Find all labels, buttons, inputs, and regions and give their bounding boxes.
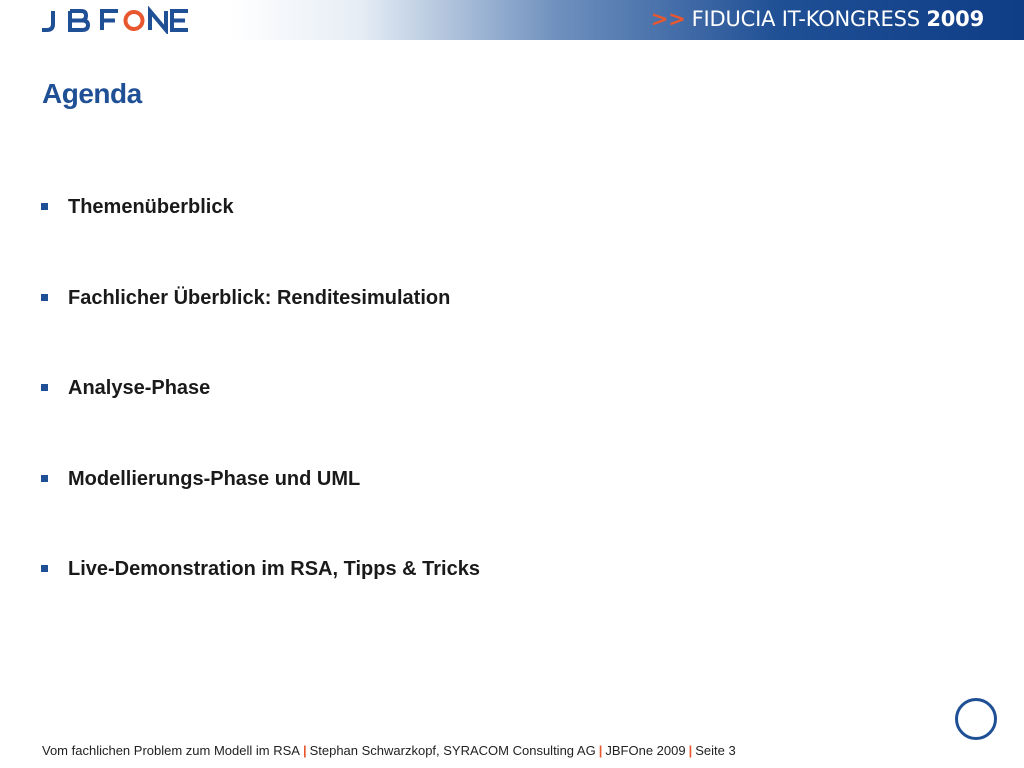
congress-name: FIDUCIA IT-KONGRESS [691, 7, 920, 31]
agenda-item [40, 281, 740, 372]
slide-title: Agenda [42, 78, 142, 109]
congress-title [651, 7, 984, 33]
bullet-square-icon [41, 294, 48, 301]
agenda-item [40, 552, 740, 643]
agenda-item-text: Live-Demonstration im RSA, Tipps & Tricks [68, 558, 480, 580]
congress-year: 2009 [926, 7, 984, 31]
jbfone-logo [40, 6, 210, 34]
agenda-item-text: Modellierungs-Phase und UML [68, 467, 361, 490]
agenda-item [40, 190, 740, 281]
header-bar [0, 0, 1024, 40]
footer-page-number: Seite 3 [695, 743, 736, 758]
agenda-list [40, 190, 740, 643]
agenda-item-text: Analyse-Phase [68, 377, 211, 399]
bullet-square-icon [41, 203, 48, 210]
footer [42, 743, 736, 758]
footer-event: JBFOne 2009 [605, 743, 686, 758]
footer-separator: | [598, 743, 603, 758]
bullet-square-icon [41, 475, 48, 482]
bullet-square-icon [41, 384, 48, 391]
footer-separator: | [688, 743, 693, 758]
footer-presentation-title: Vom fachlichen Problem zum Modell im RSA [42, 743, 300, 758]
agenda-item-text: Fachlicher Überblick: Renditesimulation [68, 286, 451, 309]
congress-arrows: >> [650, 7, 686, 31]
agenda-item [40, 371, 740, 462]
agenda-item-text: Themenüberblick [68, 196, 234, 218]
circle-icon [955, 698, 997, 740]
agenda-item [40, 462, 740, 553]
bullet-square-icon [41, 565, 48, 572]
footer-presenter: Stephan Schwarzkopf, SYRACOM Consulting AG [309, 743, 596, 758]
footer-separator: | [302, 743, 307, 758]
